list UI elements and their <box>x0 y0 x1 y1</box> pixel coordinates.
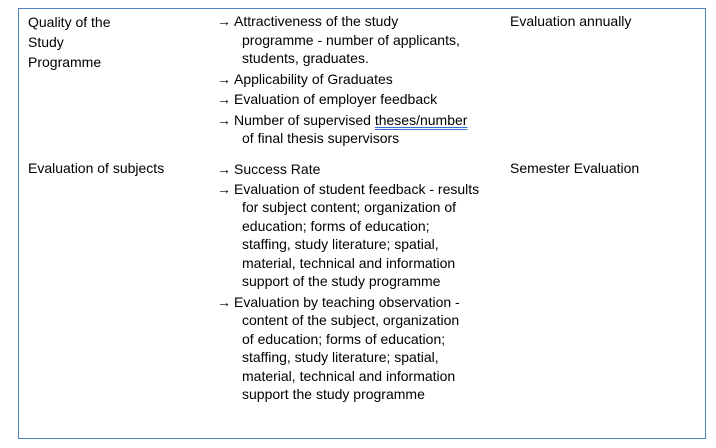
evaluation-table <box>18 8 706 439</box>
item-text: Applicability of Graduates <box>234 70 393 87</box>
row1-frequency: Evaluation annually <box>510 13 632 29</box>
criteria-item <box>217 160 487 179</box>
item-text: programme - number of applicants, <box>242 31 460 48</box>
arrow-icon: → <box>217 70 231 87</box>
row2-criteria <box>217 160 487 404</box>
criteria-item <box>217 180 487 291</box>
arrow-icon: → <box>217 111 231 128</box>
arrow-icon: → <box>217 161 231 177</box>
item-text: staffing, study literature; spatial, <box>242 349 439 365</box>
row2-category <box>28 159 164 178</box>
row2-frequency: Semester Evaluation <box>510 160 640 176</box>
arrow-icon: → <box>217 91 231 107</box>
criteria-item <box>217 90 487 109</box>
category-line: Study <box>28 34 64 50</box>
arrow-icon: → <box>217 13 231 29</box>
criteria-item <box>217 12 487 68</box>
item-text: of final thesis supervisors <box>242 130 400 146</box>
item-text-part: Number of supervised <box>234 111 375 128</box>
item-text: Evaluation of employer feedback <box>234 91 438 107</box>
item-text: Evaluation by teaching observation - <box>234 293 460 310</box>
item-text: content of the subject, organization <box>242 312 460 328</box>
arrow-icon: → <box>217 293 231 310</box>
item-text: education; forms of education; <box>242 217 430 234</box>
row1-category <box>28 12 128 72</box>
item-text: Success Rate <box>234 161 321 177</box>
criteria-item <box>217 293 487 404</box>
item-text <box>234 111 487 130</box>
arrow-icon: → <box>217 180 231 197</box>
item-text: Attractiveness of the study <box>234 13 399 29</box>
item-text: staffing, study literature; spatial, <box>242 236 439 252</box>
row1-criteria <box>217 12 487 148</box>
item-text: of education; forms of education; <box>242 330 446 347</box>
criteria-item <box>217 111 487 148</box>
criteria-item <box>217 70 487 89</box>
category-line: Evaluation of subjects <box>28 160 165 176</box>
category-line: Quality of the <box>28 14 111 30</box>
item-text: Evaluation of student feedback - results <box>234 180 480 197</box>
item-text: material, technical and information <box>242 367 456 384</box>
category-line: Programme <box>28 54 102 70</box>
item-text: support of the study programme <box>242 273 441 289</box>
item-text: material, technical and information <box>242 254 456 271</box>
item-text: students, graduates. <box>242 50 369 66</box>
underlined-text: theses/number <box>374 111 468 128</box>
item-text: for subject content; organization of <box>242 199 457 215</box>
item-text: support the study programme <box>242 386 425 402</box>
